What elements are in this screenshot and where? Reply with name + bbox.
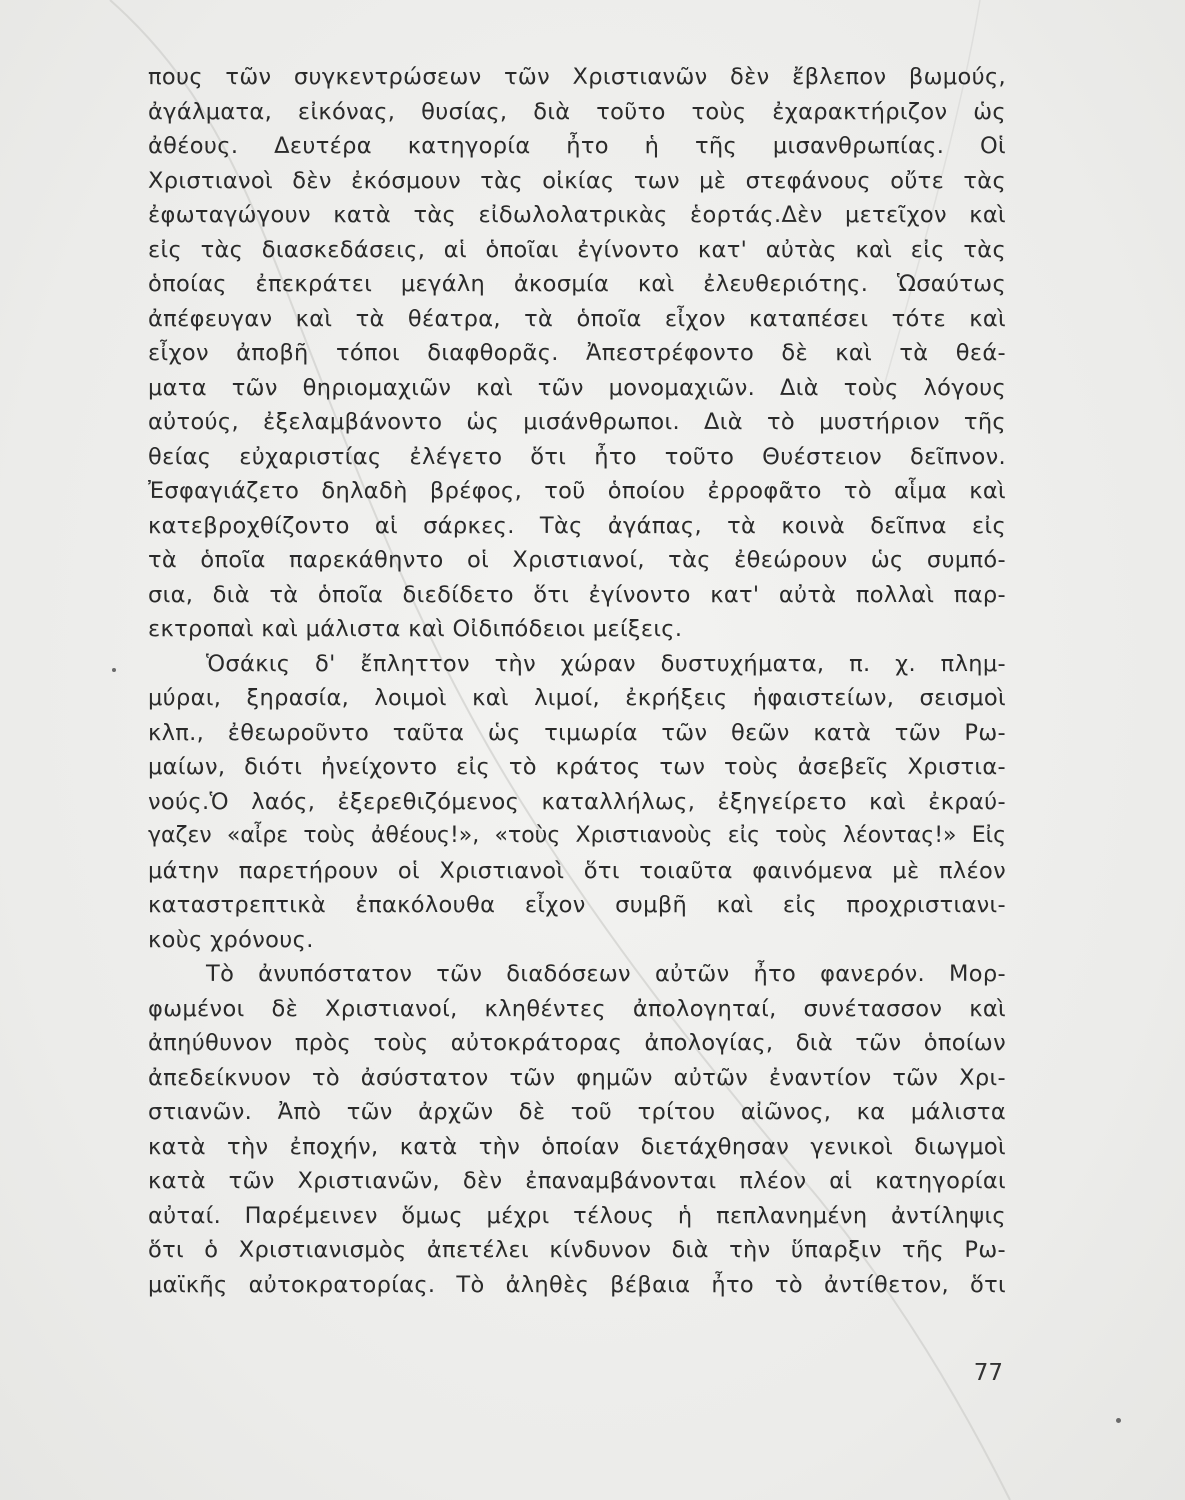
text-line: ἀθέους. Δευτέρα κατηγορία ἦτο ἡ τῆς μισανθρωπίας. Οἱ xyxy=(148,133,1006,159)
text-line: αὐτούς, ἐξελαμβάνοντο ὡς μισάνθρωποι. Διὰ τὸ μυστήριον τῆς xyxy=(148,409,1006,435)
print-speck xyxy=(112,668,116,672)
text-line: τὰ ὁποῖα παρεκάθηντο οἱ Χριστιανοί, τὰς ἐθεώρουν ὡς συμπό- xyxy=(148,547,1006,573)
paragraph xyxy=(148,647,1006,958)
text-line: ὁποίας ἐπεκράτει μεγάλη ἀκοσμία καὶ ἐλευθεριότης. Ὡσαύτως xyxy=(148,271,1006,297)
text-line: καταστρεπτικὰ ἐπακόλουθα εἶχον συμβῆ καὶ εἰς προχριστιανι- xyxy=(148,892,1006,918)
text-line: στιανῶν. Ἀπὸ τῶν ἀρχῶν δὲ τοῦ τρίτου αἰῶνος, κα μάλιστα xyxy=(148,1099,1006,1125)
text-line: ματα τῶν θηριομαχιῶν καὶ τῶν μονομαχιῶν. Διὰ τοὺς λόγους xyxy=(148,374,1006,401)
text-line: ὅτι ὁ Χριστιανισμὸς ἀπετέλει κίνδυνον διὰ τὴν ὕπαρξιν τῆς Ρω- xyxy=(148,1237,1006,1263)
text-line: Ἐσφαγιάζετο δηλαδὴ βρέφος, τοῦ ὁποίου ἐρροφᾶτο τὸ αἷμα καὶ xyxy=(148,478,1006,504)
text-line: φωμένοι δὲ Χριστιανοί, κληθέντες ἀπολογηταί, συνέτασσον καὶ xyxy=(148,995,1006,1022)
text-line: κοὺς χρόνους. xyxy=(148,926,314,953)
text-line: ἀπηύθυνον πρὸς τοὺς αὐτοκράτορας ἀπολογίας, διὰ τῶν ὁποίων xyxy=(148,1030,1006,1056)
text-line: γαζεν «αἶρε τοὺς ἀθέους!», «τοὺς Χριστιανοὺς εἰς τοὺς λέοντας!» Εἰς xyxy=(148,823,1006,848)
page-number: 77 xyxy=(973,1360,1003,1386)
print-speck xyxy=(1116,1418,1121,1423)
text-line: μαϊκῆς αὐτοκρατορίας. Τὸ ἀληθὲς βέβαια ἦτο τὸ ἀντίθετον, ὅτι xyxy=(148,1271,1006,1298)
text-line: εἰς τὰς διασκεδάσεις, αἱ ὁποῖαι ἐγίνοντο κατ' αὐτὰς καὶ εἰς τὰς xyxy=(148,236,1006,263)
text-line: ἀπεδείκνυον τὸ ἀσύστατον τῶν φημῶν αὐτῶν ἐναντίον τῶν Χρι- xyxy=(148,1064,1006,1091)
text-line: εἶχον ἀποβῆ τόποι διαφθορᾶς. Ἀπεστρέφοντο δὲ καὶ τὰ θεά- xyxy=(148,340,1006,366)
text-line: ἀπέφευγαν καὶ τὰ θέατρα, τὰ ὁποῖα εἶχον καταπέσει τότε καὶ xyxy=(148,305,1006,332)
paragraph xyxy=(148,60,1006,647)
text-line: μύραι, ξηρασία, λοιμοὶ καὶ λιμοί, ἐκρήξεις ἡφαιστείων, σεισμοὶ xyxy=(148,685,1006,711)
text-line: μάτην παρετήρουν οἱ Χριστιανοὶ ὅτι τοιαῦτα φαινόμενα μὲ πλέον xyxy=(148,857,1006,884)
text-line: εκτροπαὶ καὶ μάλιστα καὶ Οἰδιπόδειοι μείξεις. xyxy=(148,616,683,642)
text-line: ἐφωταγώγουν κατὰ τὰς εἰδωλολατρικὰς ἑορτάς.Δὲν μετεῖχον καὶ xyxy=(148,202,1006,228)
text-line: αὐταί. Παρέμεινεν ὅμως μέχρι τέλους ἡ πεπλανημένη ἀντίληψις xyxy=(148,1202,1006,1229)
text-line: κλπ., ἐθεωροῦντο ταῦτα ὡς τιμωρία τῶν θεῶν κατὰ τῶν Ρω- xyxy=(148,719,1006,746)
text-line: ἀγάλματα, εἰκόνας, θυσίας, διὰ τοῦτο τοὺς ἐχαρακτήριζον ὡς xyxy=(148,98,1006,125)
text-line: κατὰ τῶν Χριστιανῶν, δὲν ἐπαναμβάνονται πλέον αἱ κατηγορίαι xyxy=(148,1168,1006,1194)
text-line: σια, διὰ τὰ ὁποῖα διεδίδετο ὅτι ἐγίνοντο κατ' αὐτὰ πολλαὶ παρ- xyxy=(148,581,1006,608)
text-line: κατεβροχθίζοντο αἱ σάρκες. Τὰς ἀγάπας, τὰ κοινὰ δεῖπνα εἰς xyxy=(148,512,1006,539)
text-line: Ὁσάκις δ' ἔπληττον τὴν χώραν δυστυχήματα, π. χ. πλημ- xyxy=(206,650,1006,677)
paragraph xyxy=(148,957,1006,1302)
text-line: πους τῶν συγκεντρώσεων τῶν Χριστιανῶν δὲν ἔβλεπον βωμούς, xyxy=(148,64,1006,90)
body-text xyxy=(148,60,1006,1302)
text-line: μαίων, διότι ἠνείχοντο εἰς τὸ κράτος των τοὺς ἀσεβεῖς Χριστια- xyxy=(148,754,1006,780)
text-line: θείας εὐχαριστίας ἐλέγετο ὅτι ἦτο τοῦτο Θυέστειον δεῖπνον. xyxy=(148,443,1006,470)
text-line: Τὸ ἀνυπόστατον τῶν διαδόσεων αὐτῶν ἦτο φανερόν. Μορ- xyxy=(206,961,1006,987)
text-line: κατὰ τὴν ἐποχήν, κατὰ τὴν ὁποίαν διετάχθησαν γενικοὶ διωγμοὶ xyxy=(148,1133,1006,1160)
text-line: Χριστιανοὶ δὲν ἐκόσμουν τὰς οἰκίας των μὲ στεφάνους οὔτε τὰς xyxy=(148,167,1006,194)
text-line: νούς.Ὁ λαός, ἐξερεθιζόμενος καταλλήλως, ἐξηγείρετο καὶ ἐκραύ- xyxy=(148,788,1006,815)
